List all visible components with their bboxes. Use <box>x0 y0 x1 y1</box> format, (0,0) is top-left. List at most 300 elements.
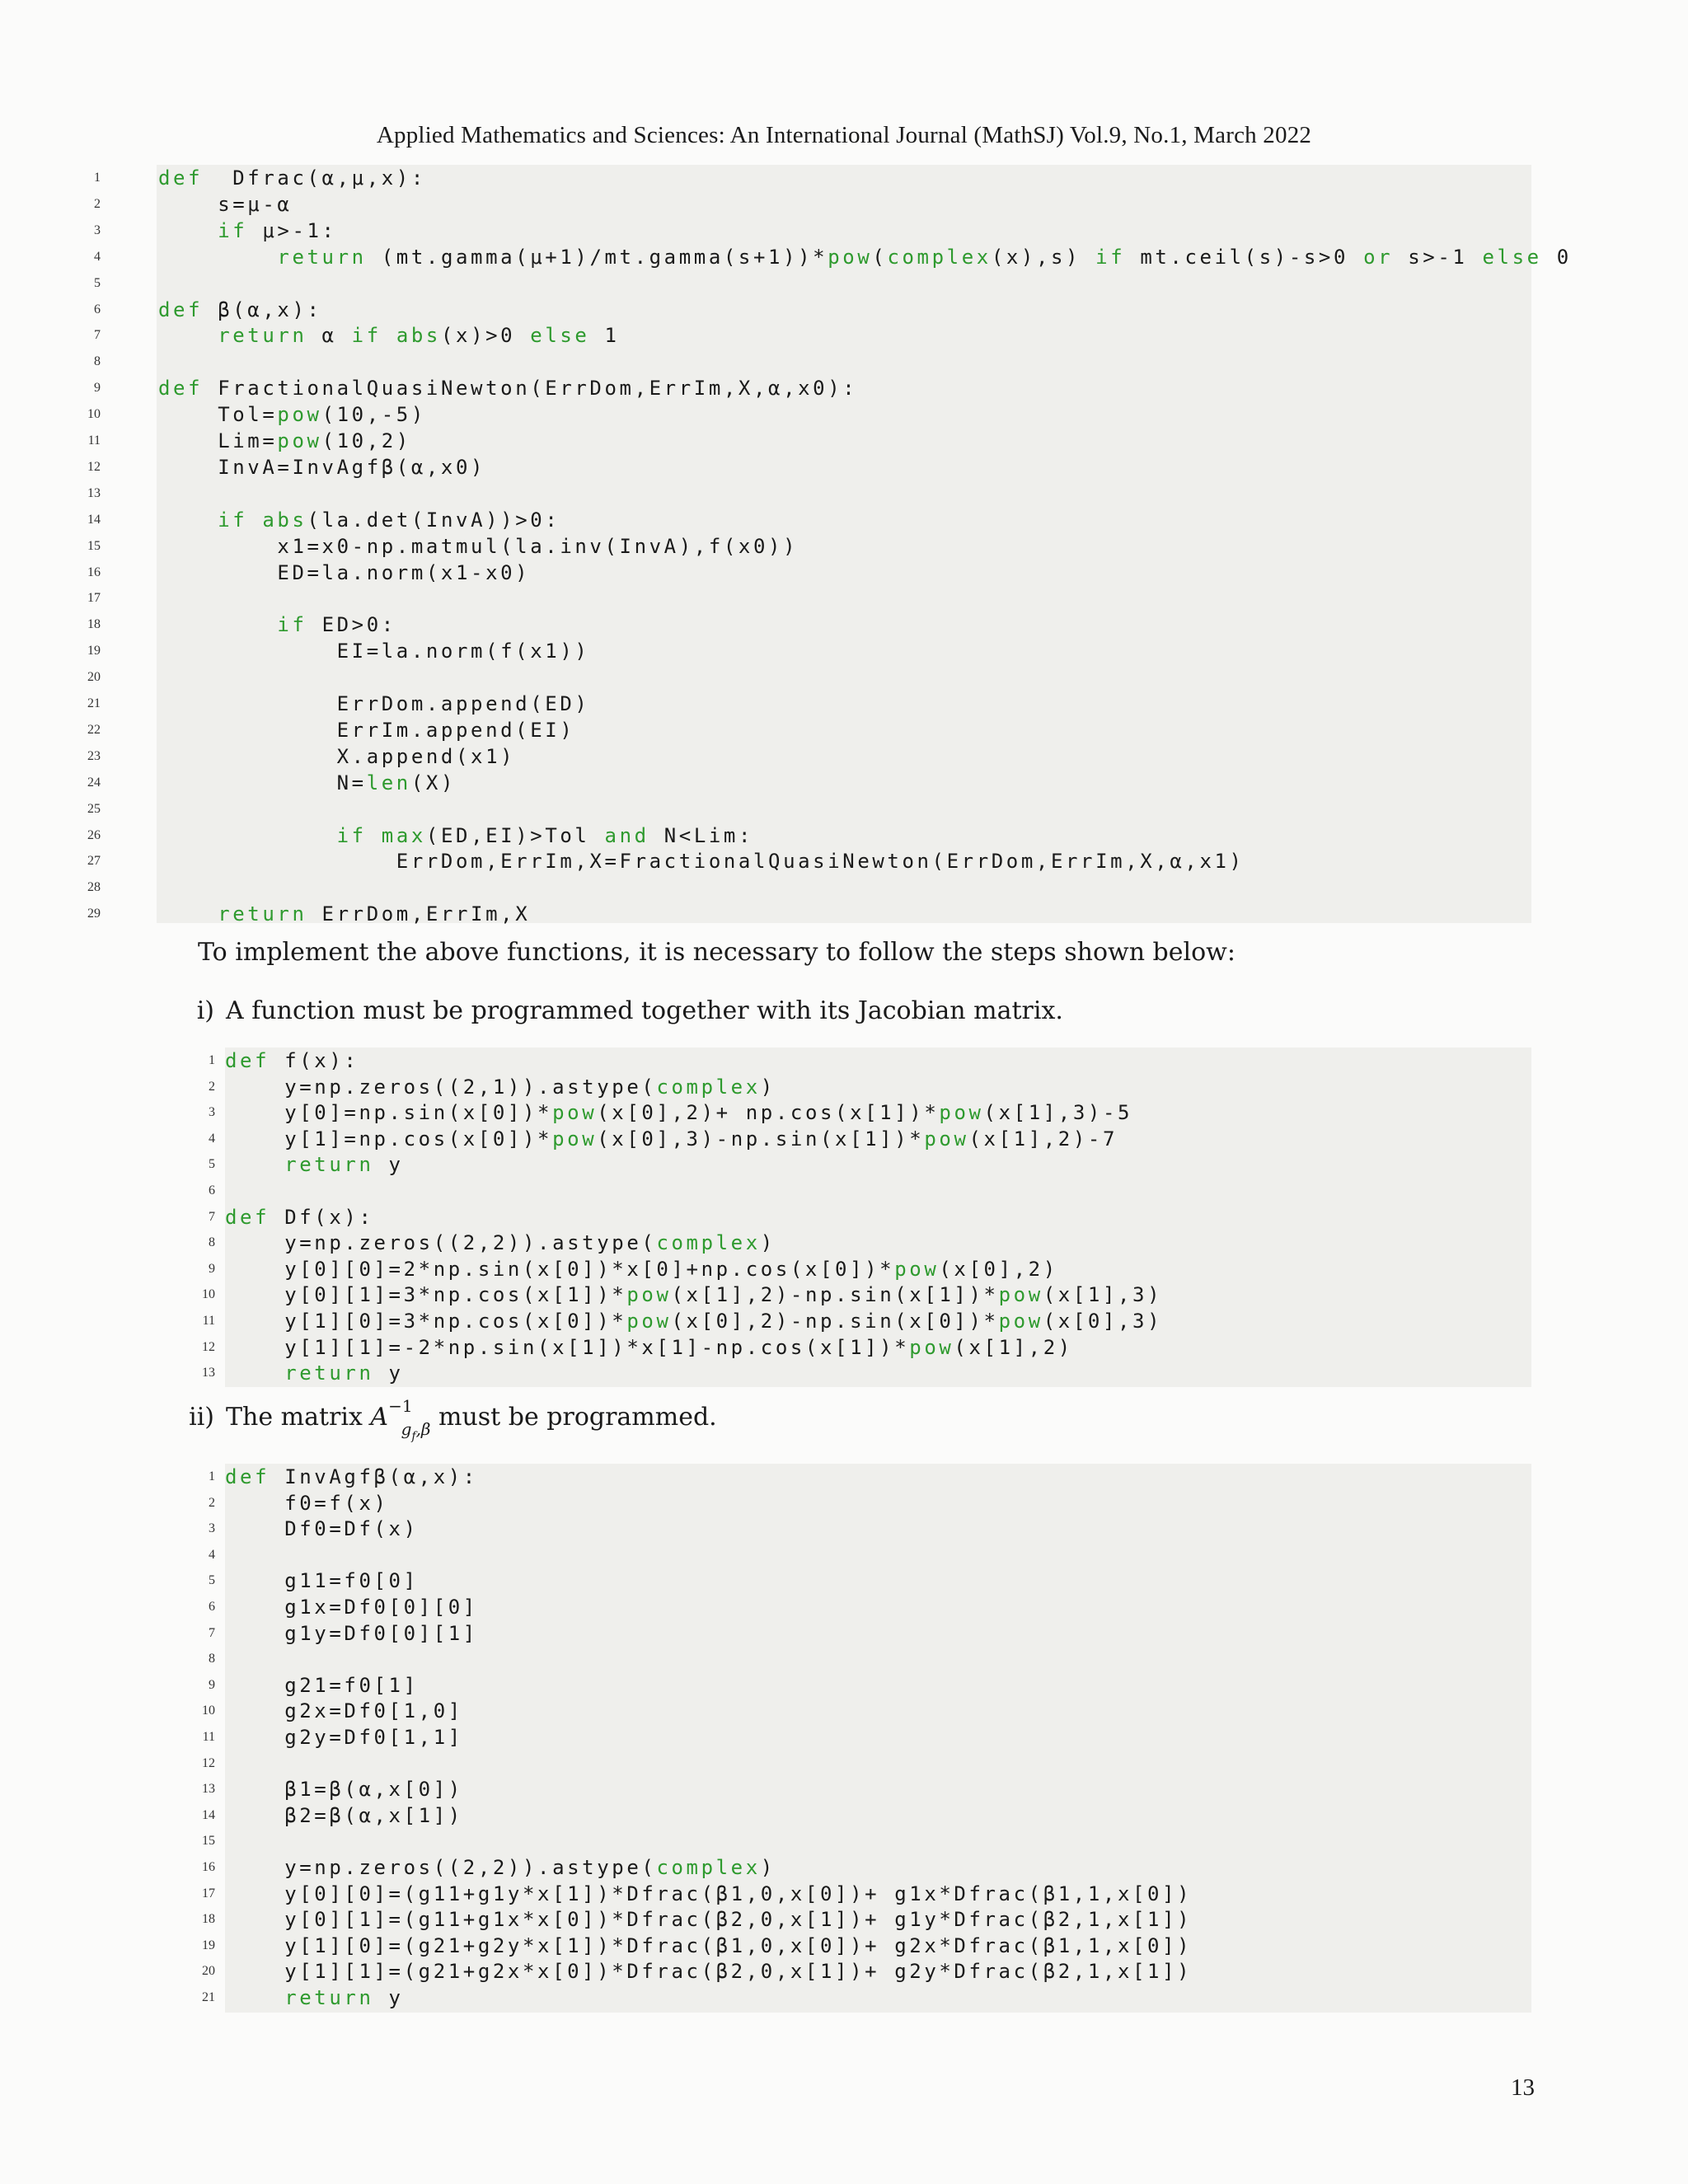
code-token <box>382 324 396 347</box>
code-token: ( <box>872 245 888 269</box>
matrix-symbol <box>370 1396 431 1443</box>
code-token: (x[1],2)-7 <box>968 1127 1118 1151</box>
line-number: 7 <box>209 1209 215 1224</box>
code-line <box>202 1985 1531 2011</box>
line-number: 5 <box>209 1573 215 1588</box>
code-token <box>158 246 277 269</box>
code-token: Df0=Df(x) <box>225 1517 419 1541</box>
line-number: 5 <box>94 275 101 290</box>
code-keyword: def <box>225 1465 270 1488</box>
line-number: 2 <box>209 1495 215 1510</box>
line-number: 28 <box>87 880 101 895</box>
code-token: (ED,EI)>Tol <box>425 823 605 847</box>
line-number: 19 <box>87 644 101 658</box>
code-token: y <box>373 1361 404 1385</box>
code-keyword: if <box>218 218 248 242</box>
line-number: 5 <box>209 1157 215 1172</box>
code-token <box>247 509 262 532</box>
code-keyword: else <box>530 324 590 348</box>
code-line <box>202 1828 1531 1854</box>
code-token: y <box>373 1153 404 1177</box>
line-number: 10 <box>202 1704 215 1718</box>
code-text <box>158 691 589 717</box>
code-line <box>209 1126 1531 1152</box>
code-line <box>87 507 1531 533</box>
code-text <box>158 322 620 349</box>
line-number: 22 <box>87 722 101 737</box>
code-keyword: pow <box>626 1310 672 1333</box>
code-text <box>225 1099 1132 1126</box>
line-number: 17 <box>202 1886 215 1900</box>
code-line <box>202 1698 1531 1724</box>
code-token: (x)>0 <box>440 324 531 348</box>
code-line <box>202 1308 1531 1334</box>
code-token: (x[0],2)-np.sin(x[0])* <box>671 1310 999 1333</box>
code-text <box>225 1308 1162 1334</box>
code-text <box>225 1126 1118 1152</box>
code-text <box>225 1334 1073 1361</box>
code-token: EI=la.norm(f(x1)) <box>158 640 590 663</box>
code-token: f0=f(x) <box>225 1491 389 1515</box>
line-number: 19 <box>202 1938 215 1952</box>
code-keyword: complex <box>887 245 992 269</box>
list-item-2-text-before: The matrix <box>226 1403 371 1432</box>
code-token <box>225 1986 284 2009</box>
code-line <box>209 1230 1531 1256</box>
code-token: s=μ-α <box>158 192 293 216</box>
code-line <box>94 349 1531 375</box>
code-text <box>158 848 1245 874</box>
code-keyword: pow <box>552 1101 598 1125</box>
code-token <box>158 219 218 242</box>
code-text <box>225 1933 1192 1959</box>
code-line <box>87 664 1531 691</box>
code-text <box>158 428 411 454</box>
code-line <box>87 717 1531 743</box>
code-token <box>158 509 218 532</box>
code-text <box>158 401 426 428</box>
code-line <box>209 1646 1531 1672</box>
code-token: y[1][0]=3*np.cos(x[0])* <box>225 1310 627 1333</box>
line-number: 26 <box>87 827 101 842</box>
code-token <box>158 324 218 347</box>
code-keyword: return <box>218 902 307 926</box>
code-line <box>87 454 1531 480</box>
code-token <box>158 613 277 636</box>
code-keyword: def <box>158 166 204 190</box>
code-keyword: def <box>225 1205 270 1229</box>
code-text <box>225 1282 1162 1308</box>
line-number: 11 <box>87 434 101 448</box>
code-text <box>158 823 753 849</box>
code-token: y[0][0]=2*np.sin(x[0])*x[0]+np.cos(x[0])* <box>225 1257 895 1281</box>
code-token: Df(x): <box>270 1205 374 1229</box>
code-text <box>158 218 337 244</box>
code-token: μ>-1: <box>247 218 337 242</box>
code-token: (X) <box>410 771 457 794</box>
code-token: 0 <box>1541 245 1572 269</box>
code-token <box>225 1153 284 1176</box>
line-number: 18 <box>87 617 101 632</box>
code-text <box>158 165 426 191</box>
code-line <box>94 191 1531 218</box>
code-keyword: def <box>225 1049 270 1072</box>
code-text <box>158 244 1572 270</box>
code-token: FractionalQuasiNewton(ErrDom,ErrIm,X,α,x0): <box>203 377 858 401</box>
line-number: 7 <box>94 328 101 343</box>
code-line <box>87 691 1531 717</box>
code-token: ED>0: <box>307 613 396 637</box>
code-keyword: complex <box>656 1231 761 1255</box>
code-block-function-jacobian <box>202 1047 1531 1387</box>
code-line <box>94 165 1531 191</box>
code-line <box>202 1802 1531 1829</box>
line-number: 15 <box>87 538 101 553</box>
code-keyword: return <box>284 1986 374 2009</box>
code-keyword: max <box>381 823 426 847</box>
code-line <box>87 638 1531 664</box>
code-line <box>202 1854 1531 1881</box>
code-keyword: if <box>1095 245 1126 269</box>
line-number: 13 <box>202 1782 215 1797</box>
code-keyword: or <box>1363 245 1394 269</box>
line-number: 10 <box>87 407 101 422</box>
code-text <box>225 1204 374 1230</box>
list-item-2-text <box>226 1396 717 1443</box>
code-text <box>158 533 798 560</box>
code-line <box>87 585 1531 612</box>
code-token: (10,-5) <box>321 403 426 427</box>
code-line <box>209 1490 1531 1516</box>
code-token: β1=β(α,x[0]) <box>225 1778 463 1802</box>
code-keyword: pow <box>998 1310 1043 1333</box>
code-keyword: def <box>158 377 204 401</box>
code-text <box>225 1776 463 1802</box>
code-line <box>87 560 1531 586</box>
code-text <box>158 901 530 927</box>
line-number: 6 <box>94 302 101 316</box>
code-text <box>225 1881 1192 1907</box>
code-keyword: return <box>218 324 307 348</box>
code-text <box>225 1698 463 1724</box>
code-text <box>225 1074 776 1100</box>
code-token: β2=β(α,x[1]) <box>225 1803 463 1827</box>
code-token: ) <box>760 1856 776 1879</box>
code-text <box>225 1490 389 1516</box>
code-token: y=np.zeros((2,1)).astype( <box>225 1075 657 1099</box>
code-text <box>158 375 857 401</box>
line-number: 6 <box>209 1183 215 1197</box>
line-number: 27 <box>87 854 101 869</box>
code-token: (x[1],3)-5 <box>983 1101 1133 1125</box>
code-token: (x),s) <box>991 245 1096 269</box>
code-line <box>202 1750 1531 1777</box>
line-number: 3 <box>94 223 101 237</box>
code-keyword: pow <box>277 403 322 427</box>
line-number: 1 <box>94 171 101 185</box>
code-token: y[1][1]=(g21+g2x*x[0])*Dfrac(β2,0,x[1])+ g2y*Dfrac(β2,1,x[1]) <box>225 1960 1193 1984</box>
code-keyword: return <box>284 1361 374 1385</box>
line-number: 3 <box>209 1105 215 1120</box>
code-line <box>87 480 1531 507</box>
line-number: 14 <box>202 1807 215 1822</box>
code-token: β(α,x): <box>203 298 322 321</box>
code-token: ) <box>760 1075 776 1099</box>
code-keyword: pow <box>939 1101 984 1125</box>
line-number: 13 <box>202 1366 215 1380</box>
code-token: (x[1],2)-np.sin(x[1])* <box>671 1283 999 1307</box>
code-line <box>87 823 1531 849</box>
matrix-superscript: −1 <box>388 1396 413 1416</box>
code-text <box>158 612 396 638</box>
code-text <box>158 454 485 480</box>
line-number: 20 <box>202 1964 215 1979</box>
code-line <box>209 1542 1531 1568</box>
code-keyword: pow <box>909 1335 954 1359</box>
code-line <box>87 428 1531 454</box>
list-label-1: i) <box>196 996 214 1025</box>
code-token: y[0][0]=(g11+g1y*x[1])*Dfrac(β1,0,x[0])+ g1x*Dfrac(β1,1,x[0]) <box>225 1882 1193 1905</box>
code-token: (10,2) <box>321 429 411 452</box>
code-token: g1y=Df0[0][1] <box>225 1621 478 1645</box>
code-keyword: return <box>277 245 367 269</box>
line-number: 21 <box>87 696 101 710</box>
code-line <box>202 1282 1531 1308</box>
code-text <box>225 1724 463 1750</box>
code-token: s>-1 <box>1393 245 1483 269</box>
code-line <box>209 1178 1531 1204</box>
line-number: 8 <box>209 1652 215 1666</box>
code-text <box>158 507 560 533</box>
code-line <box>94 322 1531 349</box>
code-line <box>87 401 1531 428</box>
code-text <box>225 1906 1192 1933</box>
code-line <box>94 297 1531 323</box>
code-token: ) <box>760 1231 776 1255</box>
code-line <box>209 1151 1531 1178</box>
matrix-subscript: gf,β <box>401 1419 431 1443</box>
code-token: ErrDom,ErrIm,X=FractionalQuasiNewton(ErrDom,ErrIm,X,α,x1) <box>158 850 1245 874</box>
code-keyword: complex <box>656 1075 761 1099</box>
line-number: 20 <box>87 670 101 685</box>
line-number: 9 <box>209 1261 215 1276</box>
code-token: (x[1],3) <box>1043 1283 1163 1307</box>
line-number: 4 <box>94 249 101 264</box>
code-text <box>225 1151 404 1178</box>
code-line <box>202 1906 1531 1933</box>
code-keyword: abs <box>396 324 441 348</box>
code-text <box>225 1256 1058 1282</box>
code-line <box>209 1256 1531 1282</box>
code-line <box>87 901 1531 927</box>
code-text <box>225 1620 478 1647</box>
code-token: g2y=Df0[1,1] <box>225 1726 463 1749</box>
line-number: 12 <box>202 1339 215 1354</box>
line-number: 12 <box>202 1755 215 1770</box>
code-text <box>158 717 574 743</box>
code-line <box>209 1516 1531 1542</box>
code-token: y[1][0]=(g21+g2y*x[1])*Dfrac(β1,0,x[0])+ g2x*Dfrac(β1,1,x[0]) <box>225 1933 1193 1957</box>
code-line <box>202 1958 1531 1985</box>
line-number: 11 <box>202 1314 215 1328</box>
code-line <box>87 796 1531 823</box>
code-text <box>225 1958 1192 1985</box>
line-number: 2 <box>94 196 101 211</box>
code-token: y[0][1]=(g11+g1x*x[0])*Dfrac(β2,0,x[1])+ g1y*Dfrac(β2,1,x[1]) <box>225 1908 1193 1932</box>
code-token: y[0]=np.sin(x[0])* <box>225 1101 553 1125</box>
code-text <box>158 297 322 323</box>
line-number: 11 <box>202 1730 215 1744</box>
line-number: 8 <box>94 354 101 369</box>
code-text <box>158 560 530 586</box>
code-token: N= <box>158 771 367 794</box>
code-token: ErrIm.append(EI) <box>158 718 575 742</box>
line-number: 3 <box>209 1521 215 1536</box>
list-item-1-text: A function must be programmed together with its Jacobian matrix. <box>226 996 1063 1025</box>
code-line <box>209 1204 1531 1230</box>
code-line <box>209 1047 1531 1074</box>
line-number: 24 <box>87 775 101 790</box>
code-keyword: if <box>336 823 367 847</box>
line-number: 4 <box>209 1547 215 1562</box>
code-text <box>225 1047 359 1074</box>
code-token <box>158 902 218 926</box>
code-line <box>87 612 1531 638</box>
code-token: (x[0],2)+ np.cos(x[1])* <box>597 1101 940 1125</box>
code-token <box>225 1361 284 1385</box>
journal-header: Applied Mathematics and Sciences: An International Journal (MathSJ) Vol.9, No.1, March 2022 <box>376 122 1312 148</box>
code-keyword: pow <box>828 245 873 269</box>
code-keyword: abs <box>262 508 307 532</box>
page-number: 13 <box>1511 2074 1535 2101</box>
line-number: 25 <box>87 801 101 816</box>
code-token: mt.ceil(s)-s>0 <box>1125 245 1364 269</box>
code-line <box>87 770 1531 796</box>
code-line <box>202 1776 1531 1802</box>
paragraph-intro: To implement the above functions, it is necessary to follow the steps shown below: <box>198 938 1236 967</box>
line-number: 13 <box>87 485 101 500</box>
code-token: Dfrac(α,μ,x): <box>203 166 426 190</box>
code-block-fractional-quasi-newton <box>87 165 1572 926</box>
code-line <box>87 533 1531 560</box>
line-number: 14 <box>87 512 101 527</box>
code-text <box>158 191 292 218</box>
code-text <box>225 1594 478 1620</box>
code-token: g21=f0[1] <box>225 1673 419 1697</box>
list-label-2: ii) <box>189 1403 214 1432</box>
code-token: g11=f0[0] <box>225 1569 419 1593</box>
code-token: InvAgfβ(α,x): <box>270 1465 478 1488</box>
code-text <box>225 1464 478 1490</box>
code-line <box>94 244 1572 270</box>
code-token: (x[1],2) <box>954 1335 1073 1359</box>
code-line <box>209 1672 1531 1699</box>
code-token: 1 <box>589 324 620 348</box>
line-number: 2 <box>209 1079 215 1094</box>
code-keyword: pow <box>626 1283 672 1307</box>
code-token: y[1]=np.cos(x[0])* <box>225 1127 553 1151</box>
code-text <box>225 1516 419 1542</box>
code-line <box>209 1464 1531 1490</box>
code-line <box>202 1724 1531 1750</box>
line-number: 23 <box>87 748 101 763</box>
code-keyword: len <box>366 771 411 794</box>
code-text <box>225 1854 776 1881</box>
code-token: X.append(x1) <box>158 744 516 768</box>
code-line <box>94 375 1531 401</box>
code-text <box>225 1985 404 2011</box>
code-token: Tol= <box>158 403 278 427</box>
line-number: 16 <box>87 565 101 579</box>
code-keyword: pow <box>998 1283 1043 1307</box>
line-number: 8 <box>209 1235 215 1250</box>
line-number: 1 <box>209 1469 215 1483</box>
code-line <box>87 743 1531 770</box>
line-number: 7 <box>209 1625 215 1640</box>
code-text <box>158 638 589 664</box>
code-token <box>158 824 337 847</box>
code-text <box>158 743 515 770</box>
line-number: 1 <box>209 1053 215 1067</box>
code-keyword: if <box>218 508 248 532</box>
line-number: 9 <box>209 1677 215 1692</box>
code-keyword: def <box>158 298 204 321</box>
code-token: α <box>307 324 352 348</box>
code-line <box>202 1881 1531 1907</box>
code-token: (mt.gamma(μ+1)/mt.gamma(s+1))* <box>366 245 828 269</box>
code-line <box>94 218 1531 244</box>
code-token: (x[0],3)-np.sin(x[1])* <box>597 1127 925 1151</box>
code-keyword: return <box>284 1153 374 1177</box>
code-token: InvA=InvAgfβ(α,x0) <box>158 455 486 479</box>
code-keyword: if <box>277 613 307 637</box>
code-keyword: pow <box>552 1127 598 1151</box>
code-token: y=np.zeros((2,2)).astype( <box>225 1231 657 1255</box>
code-text <box>158 770 456 796</box>
line-number: 10 <box>202 1287 215 1302</box>
code-token: y=np.zeros((2,2)).astype( <box>225 1856 657 1879</box>
code-text <box>225 1672 419 1699</box>
code-text <box>225 1802 463 1829</box>
line-number: 12 <box>87 459 101 474</box>
code-line <box>209 1594 1531 1620</box>
code-token: g2x=Df0[1,0] <box>225 1699 463 1723</box>
line-number: 9 <box>94 381 101 396</box>
code-token: (x[0],2) <box>939 1257 1058 1281</box>
code-token: Lim= <box>158 429 278 452</box>
code-token: y[0][1]=3*np.cos(x[1])* <box>225 1283 627 1307</box>
code-token: x1=x0-np.matmul(la.inv(InvA),f(x0)) <box>158 534 799 558</box>
line-number: 4 <box>209 1131 215 1146</box>
code-line <box>87 874 1531 901</box>
code-token: y[1][1]=-2*np.sin(x[1])*x[1]-np.cos(x[1])* <box>225 1335 910 1359</box>
line-number: 29 <box>87 907 101 921</box>
code-token: ErrDom.append(ED) <box>158 692 590 715</box>
code-token: g1x=Df0[0][0] <box>225 1596 478 1619</box>
code-line <box>202 1360 1531 1386</box>
code-line <box>209 1099 1531 1126</box>
code-keyword: complex <box>656 1856 761 1879</box>
code-line <box>87 848 1531 874</box>
code-line <box>209 1620 1531 1647</box>
code-text <box>225 1360 404 1386</box>
code-block-inv-agf-beta <box>202 1464 1531 2013</box>
code-line <box>209 1074 1531 1100</box>
code-keyword: else <box>1482 245 1542 269</box>
line-number: 16 <box>202 1860 215 1874</box>
code-line <box>202 1334 1531 1361</box>
code-token: ErrDom,ErrIm,X <box>307 902 531 926</box>
